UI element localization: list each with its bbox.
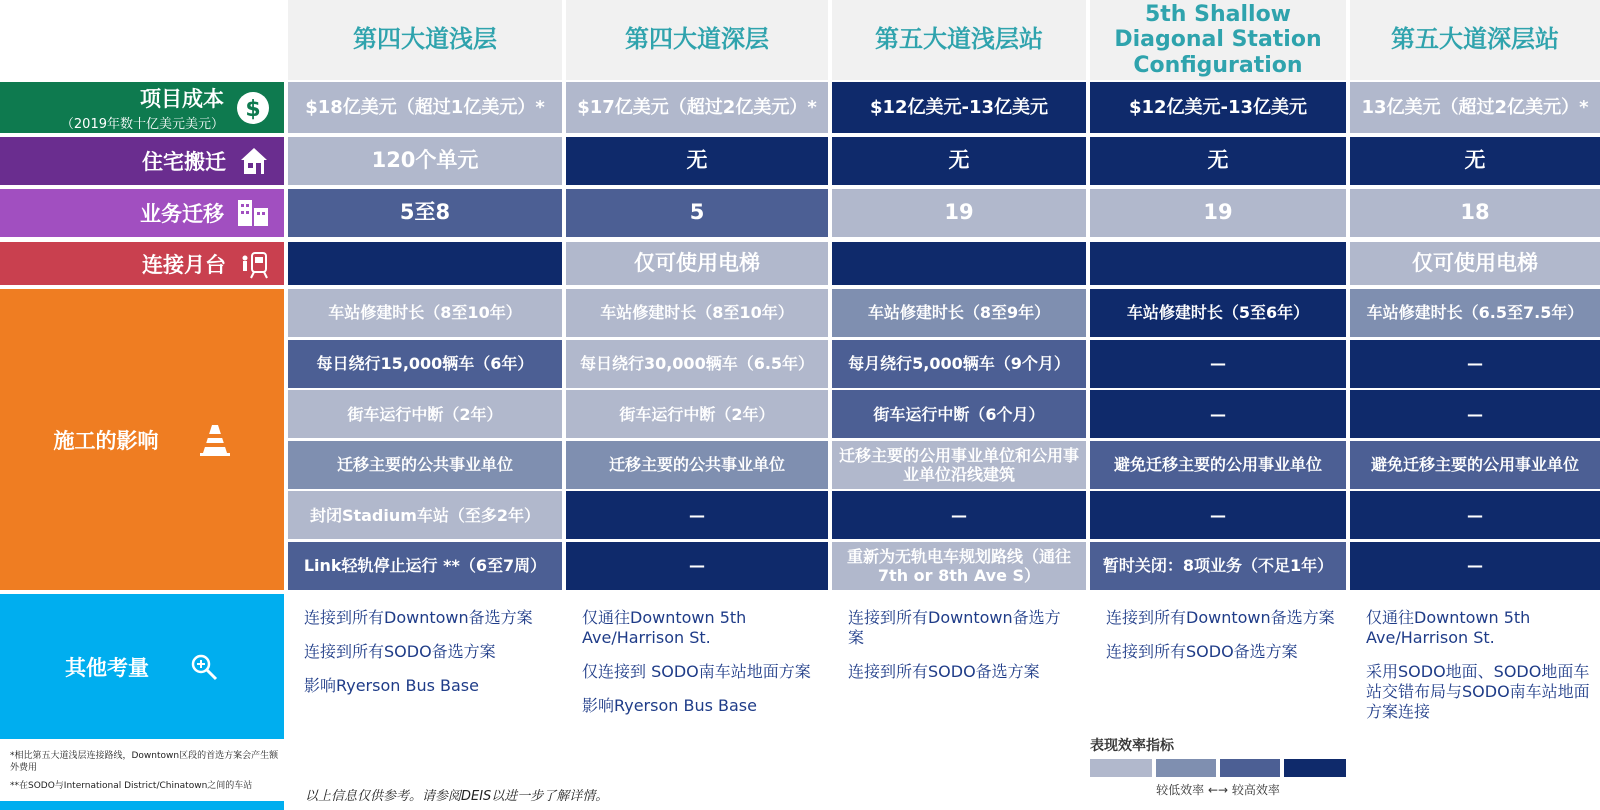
consideration-item: 连接到所有SODO备选方案 bbox=[848, 662, 1040, 681]
platform-cell bbox=[288, 242, 562, 285]
construction-impact-cell: 迁移主要的公共事业单位 bbox=[288, 441, 562, 489]
traffic-cone-icon bbox=[199, 423, 231, 457]
construction-impact-cell: 街车运行中断（2年） bbox=[566, 390, 828, 438]
other-considerations-cell bbox=[582, 608, 818, 730]
column-header-4th-shallow: 第四大道浅层 bbox=[288, 0, 562, 80]
consideration-item: 采用SODO地面、SODO地面车站交错布局与SODO南车站地面方案连接 bbox=[1366, 662, 1590, 721]
column-header-5th-shallow: 第五大道浅层站 bbox=[832, 0, 1086, 80]
construction-impact-cell: 街车运行中断（6个月） bbox=[832, 390, 1086, 438]
cost-cell: $12亿美元-13亿美元 bbox=[832, 82, 1086, 133]
construction-impact-cell: — bbox=[1350, 340, 1600, 388]
column-header-5th-shallow-diagonal: 5th Shallow Diagonal Station Configuration bbox=[1090, 0, 1346, 80]
residential-cell: 无 bbox=[1090, 137, 1346, 185]
consideration-item: 仅连接到 SODO南车站地面方案 bbox=[582, 662, 811, 681]
building-icon bbox=[236, 198, 270, 228]
footnote-2: **在SODO与International District/Chinatown之间的车站 bbox=[10, 781, 253, 791]
other-considerations-cell bbox=[304, 608, 552, 710]
cost-cell: $12亿美元-13亿美元 bbox=[1090, 82, 1346, 133]
legend-swatch-1 bbox=[1090, 759, 1152, 777]
cost-cell: $18亿美元（超过1亿美元）* bbox=[288, 82, 562, 133]
consideration-item: 连接到所有SODO备选方案 bbox=[1106, 642, 1298, 661]
column-header-4th-deep: 第四大道深层 bbox=[566, 0, 828, 80]
platform-cell: 仅可使用电梯 bbox=[566, 242, 828, 285]
construction-impact-cell: 车站修建时长（5至6年） bbox=[1090, 289, 1346, 337]
footnote-1: *相比第五大道浅层连接路线，Downtown区段的首选方案会产生额外费用 bbox=[10, 751, 279, 773]
legend-swatch-3 bbox=[1220, 759, 1280, 777]
consideration-item: 影响Ryerson Bus Base bbox=[304, 676, 479, 695]
legend-swatch-4 bbox=[1284, 759, 1346, 777]
business-cell: 18 bbox=[1350, 189, 1600, 237]
construction-impact-cell: 迁移主要的公共事业单位 bbox=[566, 441, 828, 489]
disclaimer: 以上信息仅供参考。请参阅DEIS以进一步了解详情。 bbox=[305, 789, 609, 804]
other-considerations-cell bbox=[1106, 608, 1336, 676]
row-label-other: 其他考量 bbox=[65, 655, 149, 680]
construction-impact-cell: 每日绕行30,000辆车（6.5年） bbox=[566, 340, 828, 388]
construction-impact-cell: — bbox=[1090, 491, 1346, 539]
row-header-residential bbox=[0, 137, 284, 185]
magnifier-plus-icon bbox=[189, 652, 219, 682]
construction-impact-cell: — bbox=[832, 491, 1086, 539]
house-icon bbox=[238, 145, 270, 177]
construction-impact-cell: 车站修建时长（6.5至7.5年） bbox=[1350, 289, 1600, 337]
consideration-item: 连接到所有SODO备选方案 bbox=[304, 642, 496, 661]
row-header-cost bbox=[0, 82, 284, 133]
construction-impact-cell: 避免迁移主要的公用事业单位 bbox=[1090, 441, 1346, 489]
svg-text:$: $ bbox=[245, 96, 261, 122]
construction-impact-cell: 暂时关闭：8项业务（不足1年） bbox=[1090, 542, 1346, 590]
cost-cell: $17亿美元（超过2亿美元）* bbox=[566, 82, 828, 133]
legend-swatches bbox=[1090, 759, 1360, 777]
construction-impact-cell: — bbox=[1350, 390, 1600, 438]
construction-impact-cell: — bbox=[1090, 340, 1346, 388]
consideration-item: 影响Ryerson Bus Base bbox=[582, 696, 757, 715]
row-label-cost: 项目成本 bbox=[140, 87, 224, 111]
construction-impact-cell: Link轻轨停止运行 **（6至7周） bbox=[288, 542, 562, 590]
dollar-icon bbox=[236, 91, 270, 125]
construction-impact-cell: 车站修建时长（8至9年） bbox=[832, 289, 1086, 337]
cost-cell: 13亿美元（超过2亿美元）* bbox=[1350, 82, 1600, 133]
platform-cell: 仅可使用电梯 bbox=[1350, 242, 1600, 285]
legend-caption: 较低效率 ←→ 较高效率 bbox=[1156, 783, 1280, 797]
construction-impact-cell: 封闭Stadium车站（至多2年） bbox=[288, 491, 562, 539]
row-label-business: 业务迁移 bbox=[140, 202, 224, 226]
construction-impact-cell: — bbox=[1090, 390, 1346, 438]
construction-impact-cell: 每日绕行15,000辆车（6年） bbox=[288, 340, 562, 388]
residential-cell: 无 bbox=[1350, 137, 1600, 185]
construction-impact-cell: — bbox=[566, 491, 828, 539]
residential-cell: 120个单元 bbox=[288, 137, 562, 185]
platform-cell bbox=[832, 242, 1086, 285]
other-considerations-cell bbox=[1366, 608, 1590, 736]
construction-impact-cell: 避免迁移主要的公用事业单位 bbox=[1350, 441, 1600, 489]
train-icon bbox=[238, 248, 270, 280]
column-header-5th-deep: 第五大道深层站 bbox=[1350, 0, 1600, 80]
construction-impact-cell: 迁移主要的公用事业单位和公用事业单位沿线建筑 bbox=[832, 441, 1086, 489]
consideration-item: 仅通往Downtown 5th Ave/Harrison St. bbox=[1366, 608, 1531, 647]
row-header-platform bbox=[0, 242, 284, 285]
row-header-construction bbox=[0, 289, 284, 590]
bottom-left-stripe bbox=[0, 801, 284, 810]
residential-cell: 无 bbox=[832, 137, 1086, 185]
construction-impact-cell: 每月绕行5,000辆车（9个月） bbox=[832, 340, 1086, 388]
row-label-construction: 施工的影响 bbox=[53, 428, 159, 453]
construction-impact-cell: — bbox=[566, 542, 828, 590]
row-sublabel-cost: （2019年数十亿美元美元） bbox=[60, 117, 224, 132]
construction-impact-cell: 车站修建时长（8至10年） bbox=[288, 289, 562, 337]
legend-title: 表现效率指标 bbox=[1090, 738, 1174, 754]
platform-cell bbox=[1090, 242, 1346, 285]
legend bbox=[1090, 735, 1360, 805]
residential-cell: 无 bbox=[566, 137, 828, 185]
business-cell: 19 bbox=[1090, 189, 1346, 237]
construction-impact-cell: 车站修建时长（8至10年） bbox=[566, 289, 828, 337]
consideration-item: 连接到所有Downtown备选方案 bbox=[848, 608, 1061, 647]
construction-impact-cell: — bbox=[1350, 491, 1600, 539]
row-header-other bbox=[0, 594, 284, 739]
row-header-business bbox=[0, 189, 284, 237]
construction-impact-cell: 街车运行中断（2年） bbox=[288, 390, 562, 438]
construction-impact-cell: — bbox=[1350, 542, 1600, 590]
consideration-item: 连接到所有Downtown备选方案 bbox=[1106, 608, 1335, 627]
construction-impact-cell: 重新为无轨电车规划路线（通往7th or 8th Ave S） bbox=[832, 542, 1086, 590]
consideration-item: 连接到所有Downtown备选方案 bbox=[304, 608, 533, 627]
business-cell: 19 bbox=[832, 189, 1086, 237]
business-cell: 5 bbox=[566, 189, 828, 237]
row-label-residential: 住宅搬迁 bbox=[142, 150, 226, 174]
footnote-area bbox=[0, 739, 284, 810]
other-considerations-cell bbox=[848, 608, 1076, 696]
business-cell: 5至8 bbox=[288, 189, 562, 237]
legend-swatch-2 bbox=[1156, 759, 1216, 777]
row-label-platform: 连接月台 bbox=[142, 252, 226, 277]
consideration-item: 仅通往Downtown 5th Ave/Harrison St. bbox=[582, 608, 747, 647]
